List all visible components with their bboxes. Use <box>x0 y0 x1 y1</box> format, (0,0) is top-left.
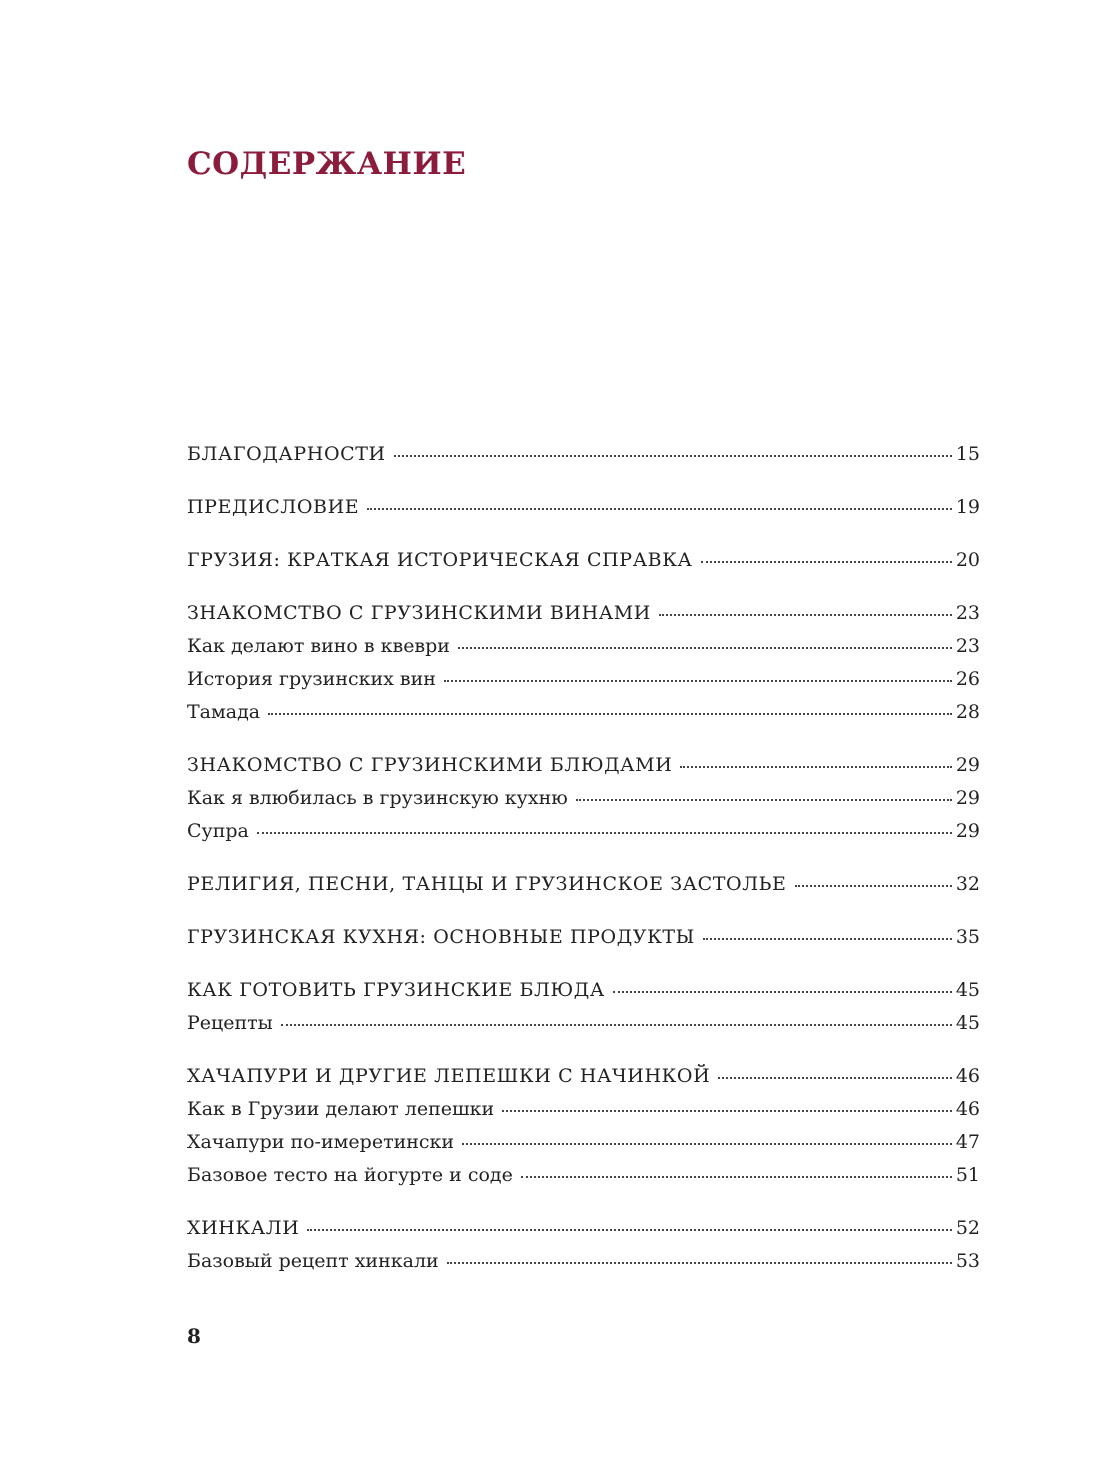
dot-leader <box>394 455 952 457</box>
toc-entry-title: Тамада <box>187 701 261 723</box>
toc-section-entry[interactable] <box>187 597 980 630</box>
toc-entry-title: ГРУЗИНСКАЯ КУХНЯ: ОСНОВНЫЕ ПРОДУКТЫ <box>187 926 695 948</box>
toc-subsection-entry[interactable] <box>187 1007 980 1040</box>
toc-entry-page-number: 46 <box>955 1098 980 1120</box>
toc-section-entry[interactable] <box>187 974 980 1007</box>
toc-entry-page-number: 29 <box>955 754 980 776</box>
toc-subsection-entry[interactable] <box>187 630 980 663</box>
toc-subsection-entry[interactable] <box>187 1126 980 1159</box>
toc-entry-page-number: 23 <box>955 602 980 624</box>
dot-leader <box>576 799 952 801</box>
toc-entry-title: Базовый рецепт хинкали <box>187 1250 439 1272</box>
toc-subsection-entry[interactable] <box>187 1159 980 1192</box>
page-title: СОДЕРЖАНИЕ <box>187 146 467 182</box>
toc-entry-title: Супра <box>187 820 249 842</box>
dot-leader <box>718 1077 952 1079</box>
toc-section-entry[interactable] <box>187 1060 980 1093</box>
toc-subsection-entry[interactable] <box>187 782 980 815</box>
toc-entry-page-number: 29 <box>955 787 980 809</box>
toc-entry-title: Как делают вино в квеври <box>187 635 450 657</box>
page-number: 8 <box>187 1324 201 1348</box>
toc-entry-title: ХИНКАЛИ <box>187 1217 300 1239</box>
toc-section-entry[interactable] <box>187 438 980 471</box>
toc-entry-page-number: 26 <box>955 668 980 690</box>
dot-leader <box>795 885 952 887</box>
toc-entry-title: Базовое тесто на йогурте и соде <box>187 1164 513 1186</box>
dot-leader <box>257 832 952 834</box>
dot-leader <box>281 1024 952 1026</box>
toc-entry-page-number: 35 <box>955 926 980 948</box>
toc-entry-page-number: 29 <box>955 820 980 842</box>
toc-subsection-entry[interactable] <box>187 1245 980 1278</box>
dot-leader <box>307 1229 951 1231</box>
toc-entry-page-number: 32 <box>955 873 980 895</box>
toc-entry-title: РЕЛИГИЯ, ПЕСНИ, ТАНЦЫ И ГРУЗИНСКОЕ ЗАСТОЛЬЕ <box>187 873 787 895</box>
toc-entry-title: ПРЕДИСЛОВИЕ <box>187 496 360 518</box>
toc-section-entry[interactable] <box>187 868 980 901</box>
dot-leader <box>462 1143 952 1145</box>
toc-section-entry[interactable] <box>187 491 980 524</box>
toc-entry-title: Хачапури по-имеретински <box>187 1131 455 1153</box>
toc-subsection-entry[interactable] <box>187 1093 980 1126</box>
toc-entry-title: ХАЧАПУРИ И ДРУГИЕ ЛЕПЕШКИ С НАЧИНКОЙ <box>187 1065 711 1087</box>
toc-entry-title: ЗНАКОМСТВО С ГРУЗИНСКИМИ ВИНАМИ <box>187 602 651 624</box>
toc-entry-title: ЗНАКОМСТВО С ГРУЗИНСКИМИ БЛЮДАМИ <box>187 754 673 776</box>
toc-section-entry[interactable] <box>187 921 980 954</box>
dot-leader <box>447 1262 952 1264</box>
toc-entry-title: КАК ГОТОВИТЬ ГРУЗИНСКИЕ БЛЮДА <box>187 979 605 1001</box>
dot-leader <box>680 766 951 768</box>
toc-entry-title: Рецепты <box>187 1012 273 1034</box>
toc-entry-page-number: 45 <box>955 979 980 1001</box>
toc-section-entry[interactable] <box>187 1212 980 1245</box>
dot-leader <box>701 561 952 563</box>
toc-entry-title: Как я влюбилась в грузинскую кухню <box>187 787 568 809</box>
dot-leader <box>703 938 952 940</box>
toc-entry-page-number: 19 <box>955 496 980 518</box>
dot-leader <box>444 680 952 682</box>
toc-section-entry[interactable] <box>187 749 980 782</box>
toc-entry-page-number: 52 <box>955 1217 980 1239</box>
toc-entry-page-number: 28 <box>955 701 980 723</box>
dot-leader <box>521 1176 952 1178</box>
toc-entry-page-number: 45 <box>955 1012 980 1034</box>
toc-subsection-entry[interactable] <box>187 696 980 729</box>
toc-subsection-entry[interactable] <box>187 663 980 696</box>
toc-entry-page-number: 51 <box>955 1164 980 1186</box>
dot-leader <box>268 713 952 715</box>
dot-leader <box>659 614 952 616</box>
toc-entry-page-number: 23 <box>955 635 980 657</box>
dot-leader <box>458 647 952 649</box>
table-of-contents <box>187 438 980 1278</box>
toc-entry-page-number: 47 <box>955 1131 980 1153</box>
dot-leader <box>502 1110 952 1112</box>
toc-entry-page-number: 20 <box>955 549 980 571</box>
toc-entry-page-number: 15 <box>955 443 980 465</box>
toc-entry-title: БЛАГОДАРНОСТИ <box>187 443 386 465</box>
toc-entry-page-number: 46 <box>955 1065 980 1087</box>
toc-entry-page-number: 53 <box>955 1250 980 1272</box>
dot-leader <box>367 508 952 510</box>
dot-leader <box>613 991 952 993</box>
toc-entry-title: ГРУЗИЯ: КРАТКАЯ ИСТОРИЧЕСКАЯ СПРАВКА <box>187 549 693 571</box>
toc-entry-title: История грузинских вин <box>187 668 436 690</box>
toc-section-entry[interactable] <box>187 544 980 577</box>
toc-entry-title: Как в Грузии делают лепешки <box>187 1098 495 1120</box>
toc-subsection-entry[interactable] <box>187 815 980 848</box>
